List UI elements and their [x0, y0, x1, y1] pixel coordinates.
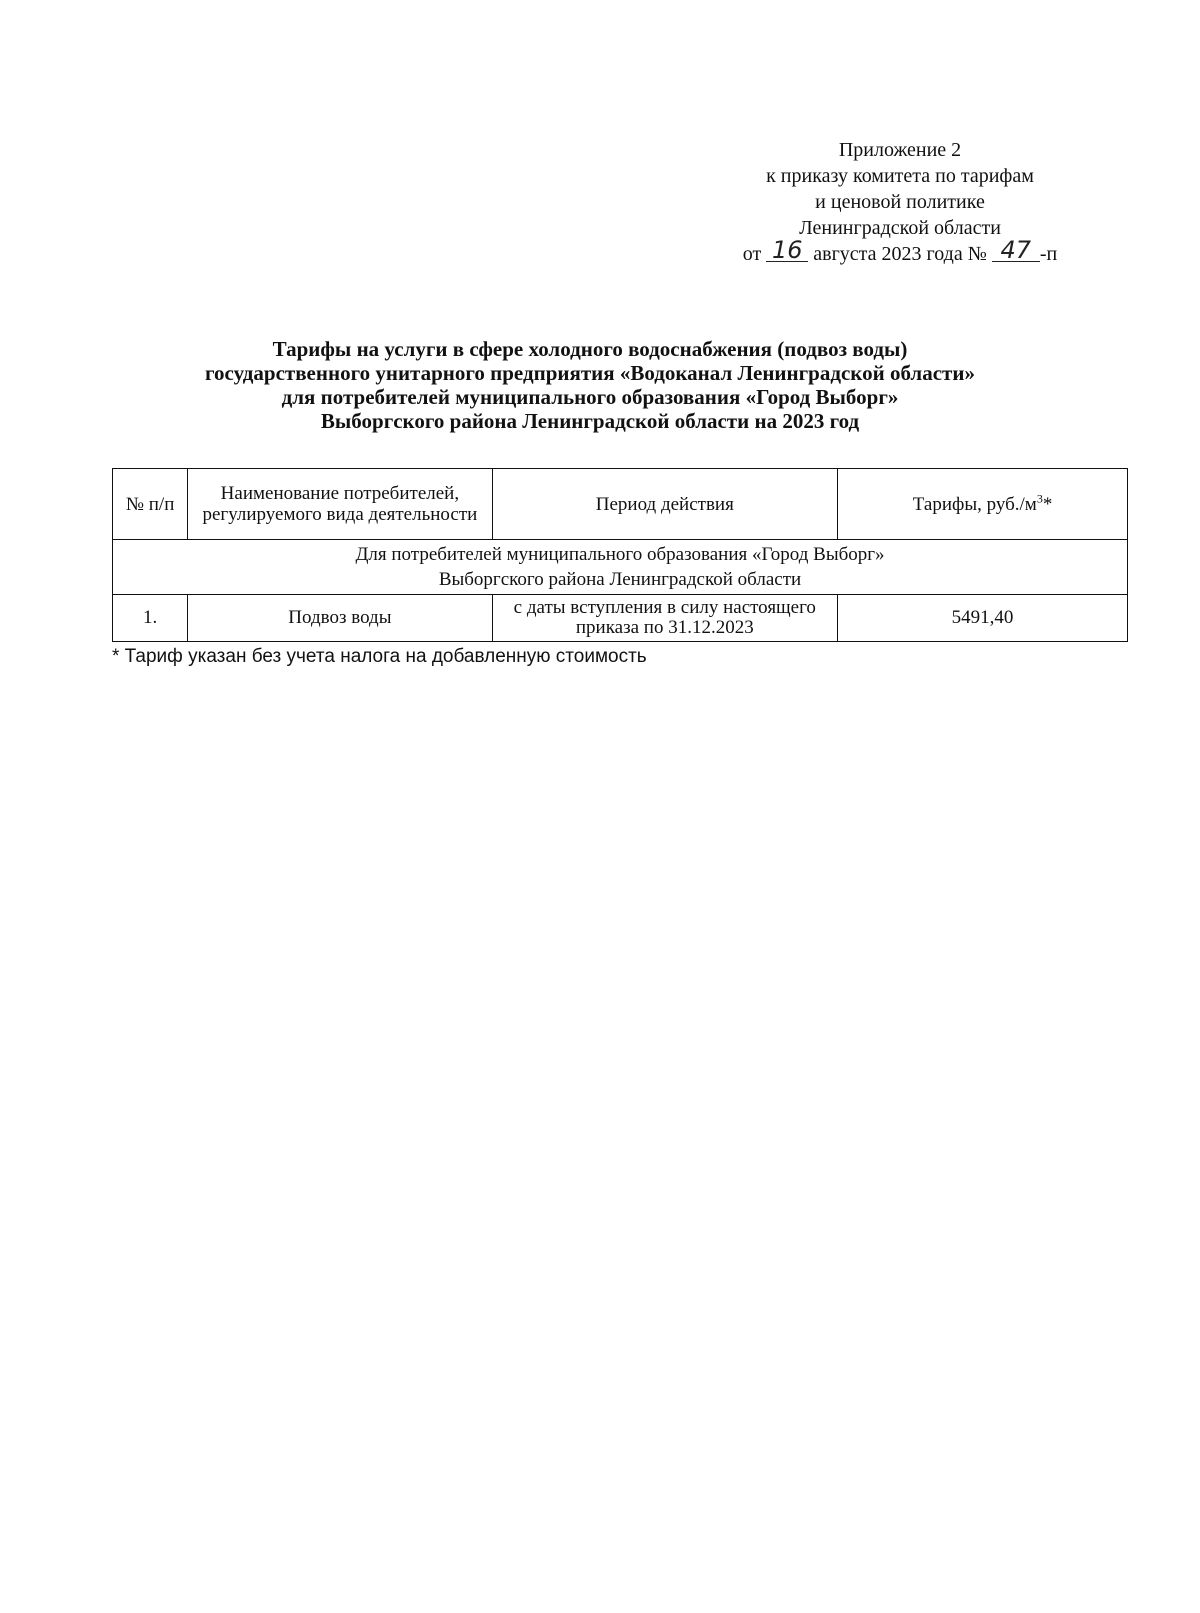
handwritten-day: 16 [766, 239, 808, 262]
group-line-2: Выборгского района Ленинградской области [438, 569, 802, 590]
header-tariff [838, 469, 1128, 540]
title-line-2: государственного унитарного предприятия «Водоканал Ленинградской области» [205, 361, 975, 385]
appendix-line-1: Приложение 2 [838, 139, 962, 161]
document-title [150, 337, 1030, 433]
table-row [113, 595, 1128, 642]
order-number-suffix: -п [1039, 243, 1058, 265]
group-line-1: Для потребителей муниципального образования «Город Выборг» [355, 544, 885, 565]
header-tariff-mark: * [1042, 493, 1053, 515]
row-num: 1. [113, 595, 188, 642]
row-name: Подвоз воды [188, 595, 492, 642]
table-header-row [113, 469, 1128, 540]
date-prefix: от [742, 243, 762, 265]
header-tariff-sup: 3 [1036, 491, 1043, 506]
tariff-table [112, 468, 1128, 642]
footnote: * Тариф указан без учета налога на добавленную стоимость [112, 646, 647, 667]
appendix-line-2: к приказу комитета по тарифам [766, 165, 1034, 187]
title-line-3: для потребителей муниципального образования «Город Выборг» [281, 385, 899, 409]
appendix-block [705, 137, 1095, 267]
header-tariff-text: Тарифы, руб./м [912, 493, 1037, 515]
appendix-line-3: и ценовой политике [815, 191, 985, 213]
header-period: Период действия [492, 469, 838, 540]
group-cell [113, 540, 1128, 595]
handwritten-order-number: 47 [992, 239, 1040, 262]
date-month-year: августа 2023 года № [813, 243, 987, 265]
row-tariff: 5491,40 [838, 595, 1128, 642]
title-line-1: Тарифы на услуги в сфере холодного водоснабжения (подвоз воды) [272, 337, 908, 361]
title-line-4: Выборгского района Ленинградской области на 2023 год [320, 409, 860, 433]
row-period: с даты вступления в силу настоящего приказа по 31.12.2023 [492, 595, 838, 642]
table-group-row [113, 540, 1128, 595]
appendix-date-line [705, 236, 1095, 267]
appendix-line-4: Ленинградской области [799, 217, 1001, 239]
header-name: Наименование потребителей, регулируемого вида деятельности [188, 469, 492, 540]
header-num: № п/п [113, 469, 188, 540]
